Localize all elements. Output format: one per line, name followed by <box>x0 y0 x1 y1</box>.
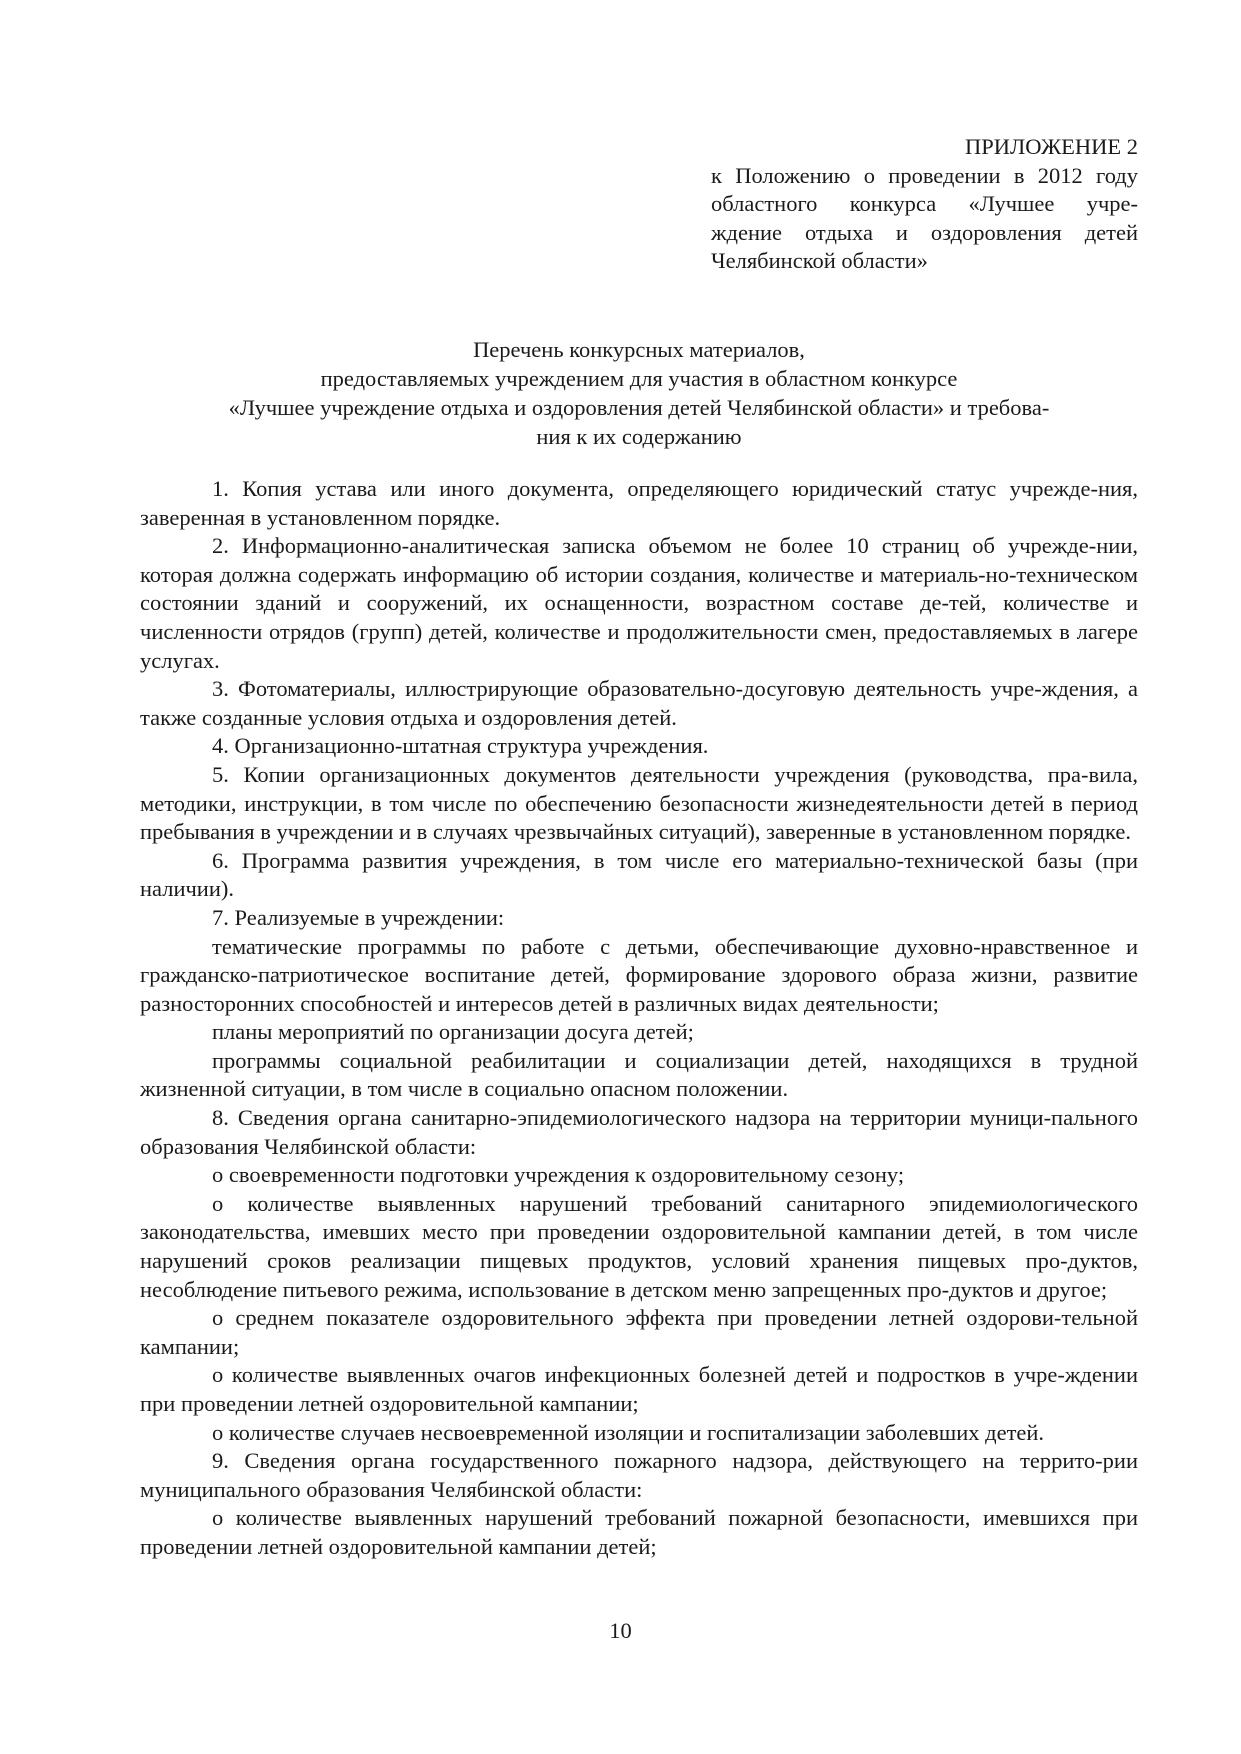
paragraph: программы социальной реабилитации и социализации детей, находящихся в трудной жизненной ситуации, в том числе в социально опасном положении. <box>140 1047 1138 1102</box>
title-line: ния к их содержанию <box>536 424 742 449</box>
page-number: 10 <box>609 1618 632 1643</box>
appendix-header <box>711 133 1138 276</box>
paragraph: 9. Сведения органа государственного пожарного надзора, действующего на террито-рии муниципального образования Челябинской области: <box>140 1448 1138 1502</box>
paragraph: о количестве выявленных нарушений требований санитарного эпидемиологического законодательства, имевших место при проведении оздоровительной кампании детей, в том числе нарушений сроков реализации пищевых продуктов, условий хранения пищевых про-дуктов, несоблюдение питьевого режима, использование в детском меню запрещенных про-дуктов и другое; <box>140 1190 1138 1302</box>
paragraph: 5. Копии организационных документов деятельности учреждения (руководства, пра-вила, методики, инструкции, в том числе по обеспечению безопасности жизнедеятельности детей в период пребывания в учреждении и в случаях чрезвычайных ситуаций), заверенные в установленном порядке. <box>140 761 1138 845</box>
appendix-line: ждение отдыха и оздоровления детей <box>711 219 1138 245</box>
document-body <box>140 475 1138 1562</box>
paragraph: 7. Реализуемые в учреждении: <box>212 904 505 930</box>
paragraph: 3. Фотоматериалы, иллюстрирующие образовательно-досуговую деятельность учре-ждения, а также созданные условия отдыха и оздоровления детей. <box>140 676 1138 730</box>
document-title <box>140 335 1138 451</box>
paragraph: о количестве случаев несвоевременной изоляции и госпитализации заболевших детей. <box>212 1419 1045 1445</box>
paragraph: 4. Организационно-штатная структура учреждения. <box>212 733 709 759</box>
paragraph: о среднем показателе оздоровительного эффекта при проведении летней оздорови-тельной кампании; <box>140 1305 1138 1359</box>
paragraph: о количестве выявленных очагов инфекционных болезней детей и подростков в учре-ждении при проведении летней оздоровительной кампании; <box>140 1362 1138 1416</box>
paragraph: тематические программы по работе с детьми, обеспечивающие духовно-нравственное и гражданско-патриотическое воспитание детей, формирование здорового образа жизни, развитие разносторонних способностей и интересов детей в различных видах деятельности; <box>140 933 1138 1016</box>
title-line: «Лучшее учреждение отдыха и оздоровления детей Челябинской области» и требова- <box>228 395 1050 420</box>
paragraph: о своевременности подготовки учреждения к оздоровительному сезону; <box>212 1162 905 1188</box>
paragraph: 1. Копия устава или иного документа, определяющего юридический статус учрежде-ния, заверенная в установленном порядке. <box>140 476 1138 530</box>
paragraph: 8. Сведения органа санитарно-эпидемиологического надзора на территории муници-пального образования Челябинской области: <box>140 1105 1138 1159</box>
appendix-line: областного конкурса «Лучшее учре- <box>711 191 1138 216</box>
paragraph: 6. Программа развития учреждения, в том числе его материально-технической базы (при наличии). <box>140 847 1138 902</box>
paragraph: о количестве выявленных нарушений требований пожарной безопасности, имевшихся при проведении летней оздоровительной кампании детей; <box>140 1505 1138 1559</box>
appendix-heading: ПРИЛОЖЕНИЕ 2 <box>965 134 1138 159</box>
paragraph: 2. Информационно-аналитическая записка объемом не более 10 страниц об учрежде-нии, которая должна содержать информацию об истории создания, количестве и материаль-но-техническом состоянии зданий и сооружений, их оснащенности, возрастном составе де-тей, количестве и численности отрядов (групп) детей, количестве и продолжительности смен, предоставляемых в лагере услугах. <box>140 533 1138 673</box>
paragraph: планы мероприятий по организации досуга детей; <box>212 1019 694 1045</box>
title-line: Перечень конкурсных материалов, <box>473 337 805 362</box>
appendix-line: Челябинской области» <box>711 248 928 273</box>
appendix-line: к Положению о проведении в 2012 году <box>711 162 1138 188</box>
title-line: предоставляемых учреждением для участия в областном конкурсе <box>320 366 958 391</box>
